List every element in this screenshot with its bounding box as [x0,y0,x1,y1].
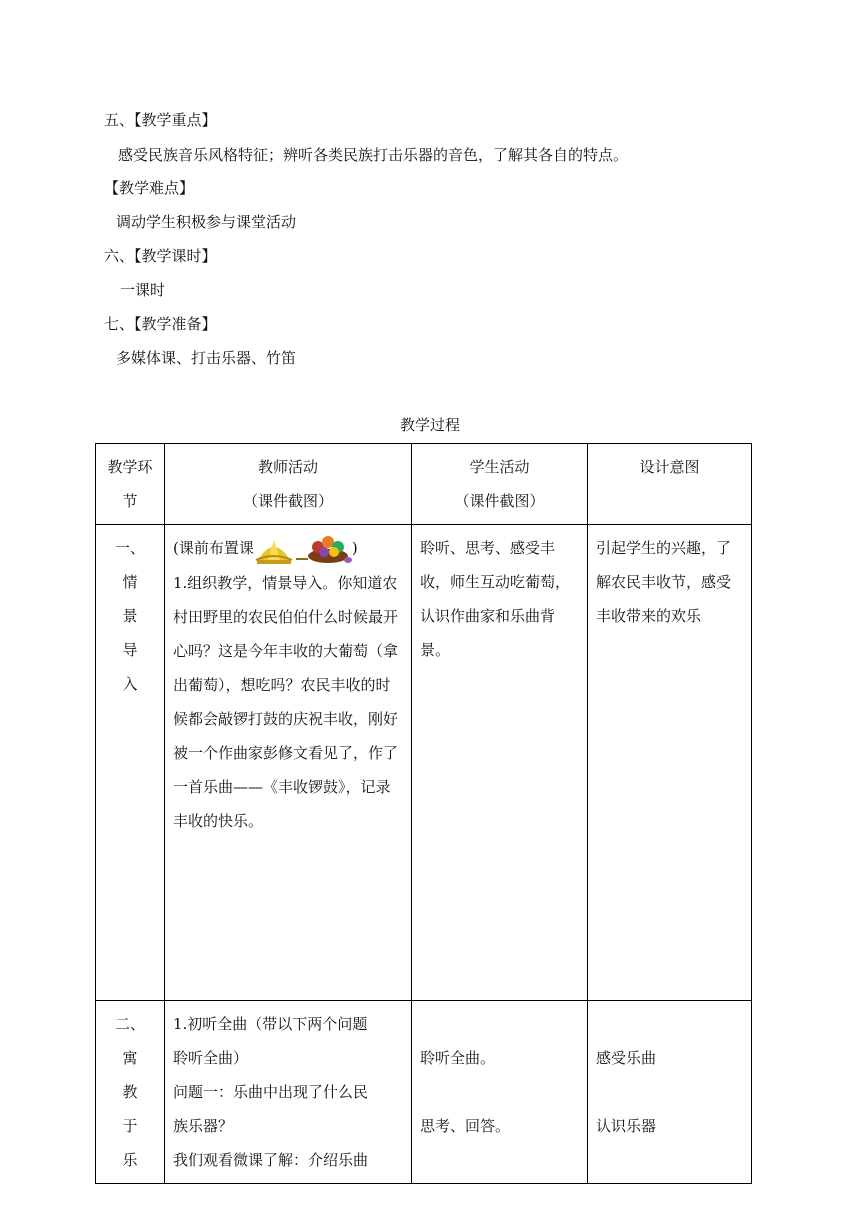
row2-intent-text-2: 认识乐器 [596,1117,657,1135]
header-stage-line2: 节 [122,492,138,510]
row1-stage-char: 一、 [114,539,145,557]
row2-stage-char: 于 [122,1117,138,1135]
row1-stage-char: 情 [122,573,138,591]
row2-teacher-line: 族乐器？ [173,1117,234,1135]
row1-intent [588,525,752,1001]
teaching-process-table [95,443,752,1184]
row1-stage-char: 入 [122,675,138,693]
table-row [96,1001,752,1184]
header-student [412,444,588,525]
row2-teacher-line: 问题一：乐曲中出现了什么民 [173,1083,369,1101]
row2-student-text-2: 思考、回答。 [420,1117,511,1135]
table-row [96,525,752,1001]
header-intent-text: 设计意图 [639,458,700,476]
row2-intent [588,1001,752,1184]
section-5-title: 五、【教学重点】 [104,111,217,129]
row2-stage [96,1001,165,1184]
difficulty-text: 调动学生积极参与课堂活动 [116,213,297,231]
row2-teacher-line: 1.初听全曲（带以下两个问题 [173,1015,368,1033]
row2-stage-char: 二、 [114,1015,145,1033]
header-teacher [165,444,412,525]
section-7-text: 多媒体课、打击乐器、竹笛 [116,349,297,367]
harvest-image [254,532,352,566]
header-stage [96,444,165,525]
header-stage-line1: 教学环 [107,458,153,476]
header-teacher-line1: 教师活动 [257,458,318,476]
row2-teacher-line: 我们观看微课了解：介绍乐曲 [173,1151,369,1169]
row1-stage [96,525,165,1001]
row1-student [412,525,588,1001]
row1-teacher-text: 1.组织教学，情景导入。你知道农村田野里的农民伯伯什么时候最开心吗？这是今年丰收的大葡萄（拿出葡萄），想吃吗？农民丰收的时候都会敲锣打鼓的庆祝丰收，刚好被一个作曲家彭修文看见了，作了一首乐曲——《丰收锣鼓》，记录丰收的快乐。 [173,574,399,830]
table-header-row [96,444,752,525]
row1-stage-char: 景 [122,607,138,625]
row2-intent-text-1: 感受乐曲 [596,1049,657,1067]
row2-student-text-1: 聆听全曲。 [420,1049,496,1067]
section-7-title: 七、【教学准备】 [104,315,217,333]
row1-stage-char: 导 [122,641,138,659]
harvest-illustration-icon [254,530,352,568]
row2-stage-char: 寓 [122,1049,138,1067]
row2-teacher-line: 聆听全曲） [173,1049,249,1067]
section-6-text: 一课时 [120,281,166,299]
header-intent [588,444,752,525]
section-5-text: 感受民族音乐风格特征；辨听各类民族打击乐器的音色，了解其各自的特点。 [118,146,629,164]
header-teacher-line2: （课件截图） [242,492,333,510]
row1-student-text: 聆听、思考、感受丰收，师生互动吃葡萄，认识作曲家和乐曲背景。 [420,539,571,659]
section-6-title: 六、【教学课时】 [104,247,217,265]
row1-teacher [165,525,412,1001]
header-student-line1: 学生活动 [469,458,530,476]
row2-stage-char: 乐 [122,1151,138,1169]
difficulty-title: 【教学难点】 [104,179,195,197]
row1-intent-text: 引起学生的兴趣，了解农民丰收节，感受丰收带来的欢乐 [596,539,732,625]
row1-teacher-suffix: ) [351,539,358,557]
row2-student [412,1001,588,1184]
row2-stage-char: 教 [122,1083,138,1101]
table-caption: 教学过程 [399,416,460,434]
row2-teacher [165,1001,412,1184]
row1-teacher-prefix-line [173,531,403,566]
header-student-line2: （课件截图） [454,492,545,510]
row1-teacher-prefix: (课前布置课 [173,539,254,557]
